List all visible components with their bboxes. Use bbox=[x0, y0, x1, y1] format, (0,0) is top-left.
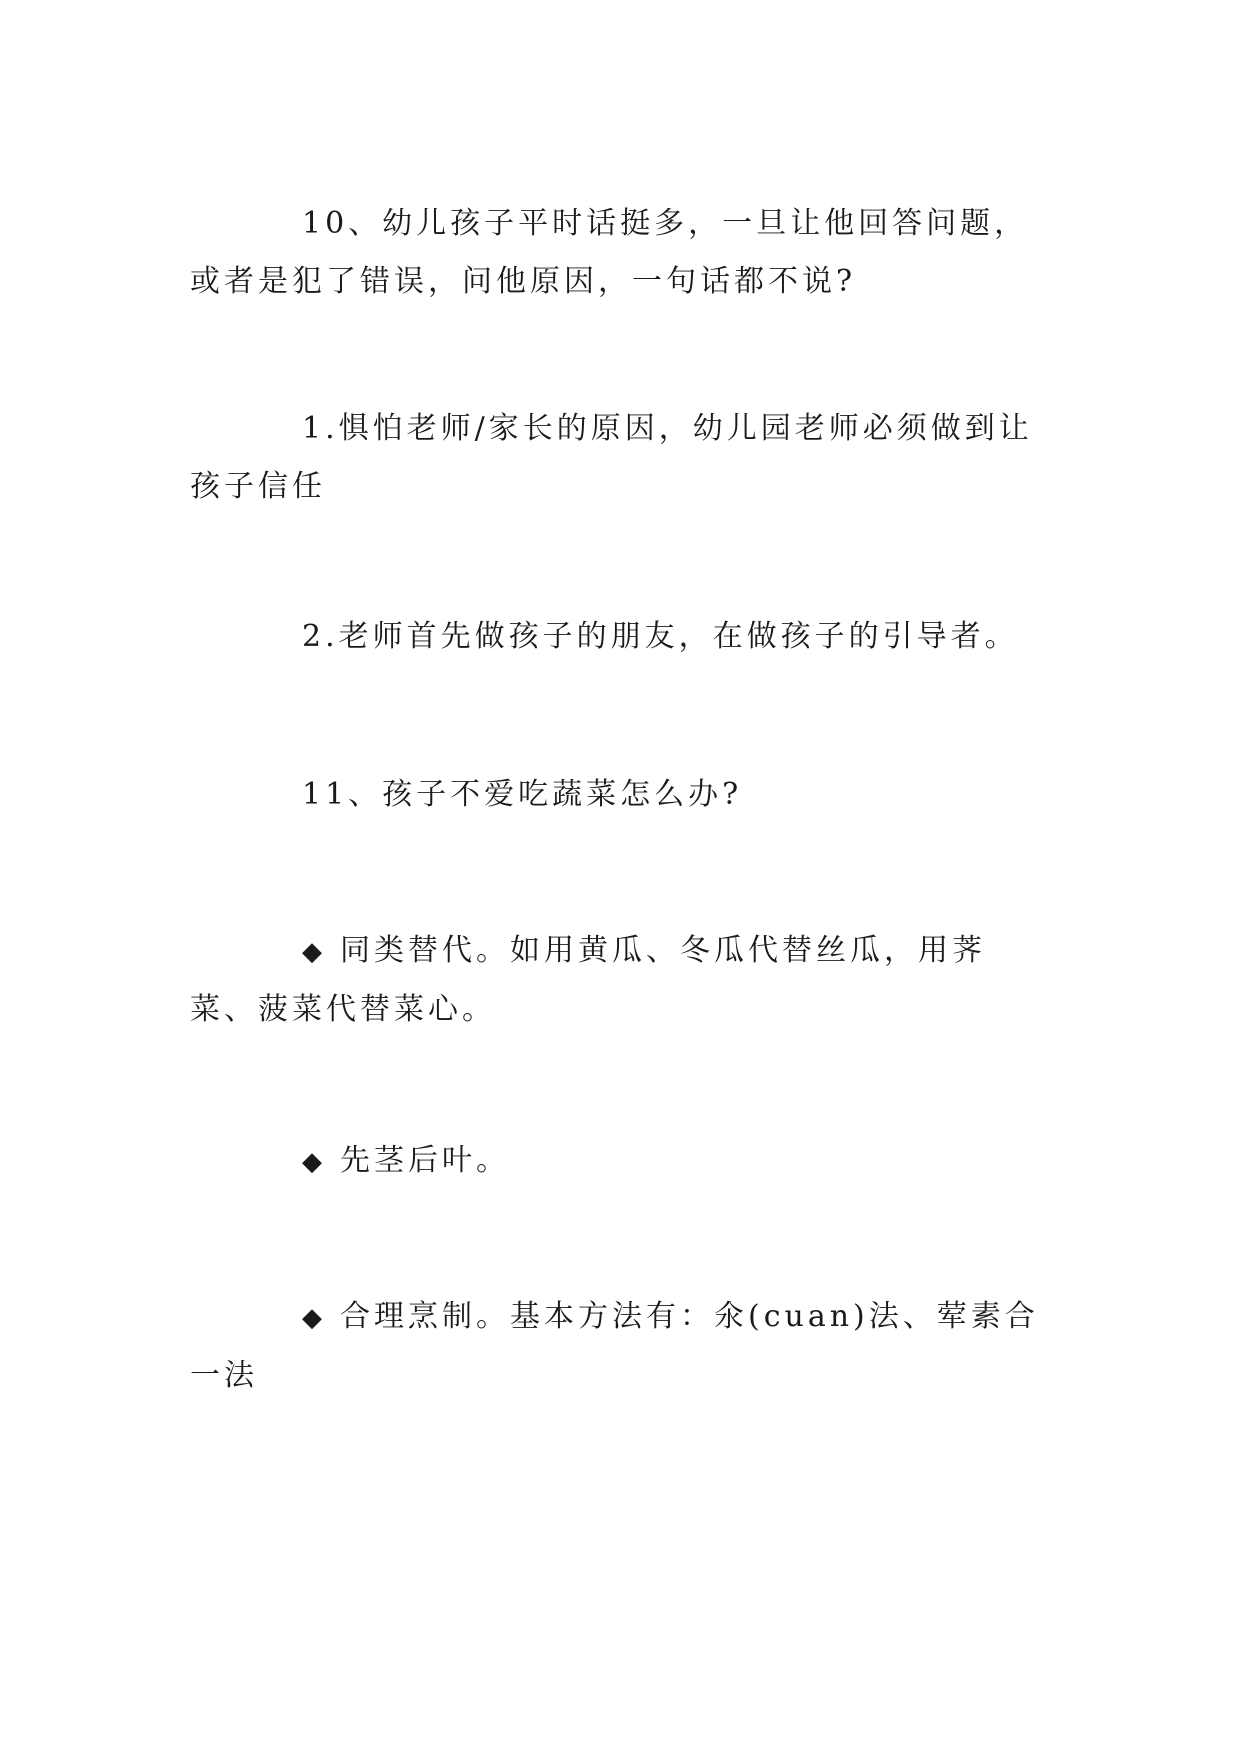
diamond-bullet-icon: ◆ bbox=[302, 1303, 322, 1333]
answer-11-item-1-text: 同类替代。如用黄瓜、冬瓜代替丝瓜，用荠菜、菠菜代替菜心。 bbox=[190, 933, 986, 1027]
answer-11-item-1 bbox=[190, 922, 1050, 1039]
answer-11-item-2 bbox=[190, 1132, 1050, 1191]
diamond-bullet-icon: ◆ bbox=[302, 1147, 322, 1177]
question-10-text: 10、幼儿孩子平时话挺多，一旦让他回答问题，或者是犯了错误，问他原因，一句话都不说? bbox=[190, 206, 1029, 299]
question-10 bbox=[190, 195, 1050, 311]
diamond-bullet-icon: ◆ bbox=[302, 937, 322, 967]
question-11-text: 11、孩子不爱吃蔬菜怎么办? bbox=[302, 777, 743, 812]
question-11 bbox=[190, 766, 1050, 824]
answer-10-point-2 bbox=[190, 608, 1050, 666]
answer-11-item-3 bbox=[190, 1288, 1050, 1405]
answer-11-item-3-text: 合理烹制。基本方法有：氽(cuan)法、荤素合一法 bbox=[190, 1299, 1039, 1393]
answer-11-item-2-text: 先茎后叶。 bbox=[340, 1143, 510, 1178]
answer-10-point-1 bbox=[190, 400, 1050, 516]
answer-10-point-1-text: 1.惧怕老师/家长的原因，幼儿园老师必须做到让孩子信任 bbox=[190, 411, 1033, 504]
answer-10-point-2-text: 2.老师首先做孩子的朋友，在做孩子的引导者。 bbox=[302, 619, 1019, 654]
